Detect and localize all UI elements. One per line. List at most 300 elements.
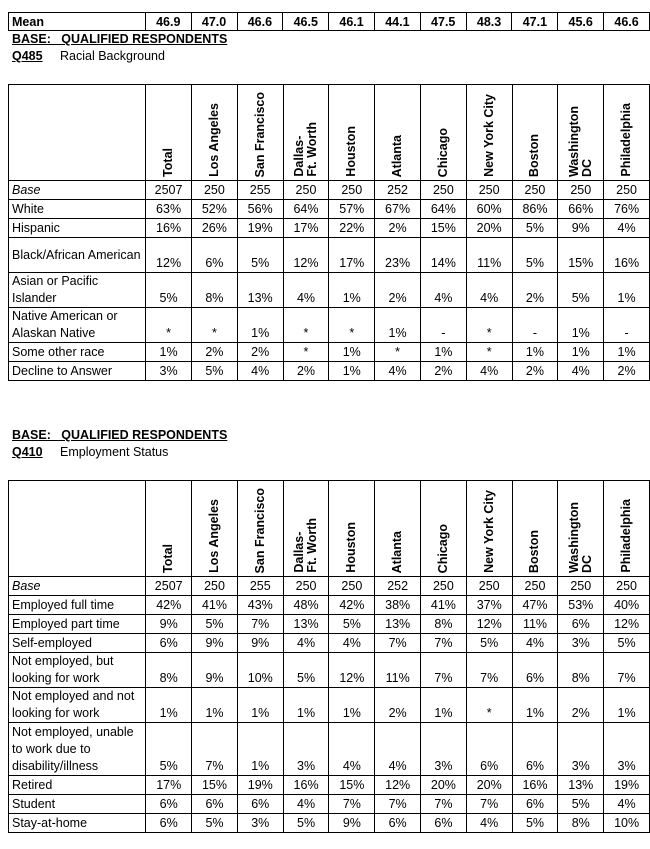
cell-value: 16% [146, 219, 192, 238]
mean-value: 48.3 [466, 13, 512, 31]
cell-value: 1% [421, 688, 467, 723]
cell-value: 2% [237, 343, 283, 362]
cell-value: 1% [237, 308, 283, 343]
table-row [9, 238, 650, 273]
column-header [604, 85, 650, 181]
cell-value: 13% [237, 273, 283, 308]
cell-value: 6% [512, 723, 558, 776]
cell-value: 250 [512, 181, 558, 200]
cell-value: 5% [192, 814, 238, 833]
cell-value: * [329, 308, 375, 343]
table-row [9, 273, 650, 308]
cell-value: 7% [375, 634, 421, 653]
cell-value: 43% [237, 596, 283, 615]
column-header [237, 85, 283, 181]
column-header-label: Philadelphia [619, 103, 634, 177]
cell-value: 6% [191, 238, 237, 273]
employment-status-table [8, 480, 650, 833]
cell-value: 13% [558, 776, 604, 795]
column-header-label: Houston [344, 522, 359, 573]
cell-value: 3% [421, 723, 467, 776]
cell-value: 47% [512, 596, 558, 615]
mean-value: 47.0 [191, 13, 237, 31]
cell-value: 19% [237, 219, 283, 238]
cell-value: 4% [466, 362, 512, 381]
column-header-label: New York City [481, 94, 496, 177]
section1-question [12, 49, 165, 63]
mean-value: 44.1 [374, 13, 420, 31]
cell-value: 6% [146, 795, 192, 814]
table-row [9, 596, 650, 615]
cell-value: - [420, 308, 466, 343]
column-header [192, 481, 238, 577]
cell-value: - [512, 308, 558, 343]
cell-value: 5% [466, 634, 512, 653]
cell-value: 60% [466, 200, 512, 219]
cell-value: 4% [466, 273, 512, 308]
cell-value: 5% [512, 219, 558, 238]
cell-value: 6% [237, 795, 283, 814]
cell-value: 1% [146, 343, 192, 362]
column-header-label: Los Angeles [206, 103, 221, 177]
column-header-label: New York City [481, 490, 496, 573]
cell-value: 41% [421, 596, 467, 615]
cell-value: 1% [329, 688, 375, 723]
cell-value: 7% [421, 634, 467, 653]
cell-value: 6% [512, 653, 558, 688]
column-header [283, 85, 329, 181]
cell-value: 5% [146, 723, 192, 776]
cell-value: 2% [512, 273, 558, 308]
mean-value: 46.9 [145, 13, 191, 31]
cell-value: 9% [237, 634, 283, 653]
table-row [9, 653, 650, 688]
column-header [420, 85, 466, 181]
cell-value: 7% [192, 723, 238, 776]
cell-value: 42% [329, 596, 375, 615]
cell-value: 7% [237, 615, 283, 634]
row-label: Hispanic [9, 219, 146, 238]
table-row [9, 634, 650, 653]
cell-value: 14% [420, 238, 466, 273]
cell-value: 3% [558, 634, 604, 653]
cell-value: 6% [375, 814, 421, 833]
column-header [237, 481, 283, 577]
row-label: Decline to Answer [9, 362, 146, 381]
row-label: Native American or Alaskan Native [9, 308, 146, 343]
cell-value: 250 [283, 577, 329, 596]
section1-q-number: Q485 [12, 49, 43, 63]
cell-value: 10% [237, 653, 283, 688]
row-label: Base [9, 577, 146, 596]
column-header-label: Washington DC [566, 105, 594, 177]
cell-value: 13% [375, 615, 421, 634]
row-label: Stay-at-home [9, 814, 146, 833]
cell-value: 16% [283, 776, 329, 795]
cell-value: 252 [375, 181, 421, 200]
column-header [146, 85, 192, 181]
cell-value: 1% [329, 362, 375, 381]
cell-value: 250 [192, 577, 238, 596]
cell-value: 7% [466, 653, 512, 688]
column-header-row [9, 481, 650, 577]
cell-value: 9% [329, 814, 375, 833]
cell-value: 15% [420, 219, 466, 238]
table-row [9, 308, 650, 343]
cell-value: 11% [375, 653, 421, 688]
cell-value: 250 [329, 181, 375, 200]
cell-value: 9% [146, 615, 192, 634]
cell-value: 6% [466, 723, 512, 776]
cell-value: 250 [512, 577, 558, 596]
row-label: Employed part time [9, 615, 146, 634]
cell-value: 2% [420, 362, 466, 381]
mean-value: 46.6 [604, 13, 650, 31]
cell-value: 255 [237, 577, 283, 596]
row-label: Not employed, unable to work due to disability/illness [9, 723, 146, 776]
row-label: Black/African American [9, 238, 146, 273]
cell-value: 1% [420, 343, 466, 362]
cell-value: 1% [283, 688, 329, 723]
cell-value: 17% [283, 219, 329, 238]
table-row [9, 200, 650, 219]
cell-value: 19% [237, 776, 283, 795]
cell-value: 4% [283, 273, 329, 308]
cell-value: 17% [146, 776, 192, 795]
cell-value: 76% [604, 200, 650, 219]
cell-value: 12% [375, 776, 421, 795]
cell-value: 1% [512, 688, 558, 723]
row-label: Employed full time [9, 596, 146, 615]
cell-value: 17% [329, 238, 375, 273]
cell-value: 2% [191, 343, 237, 362]
cell-value: 12% [146, 238, 192, 273]
cell-value: 1% [512, 343, 558, 362]
column-header-label: Atlanta [390, 134, 405, 177]
cell-value: 3% [558, 723, 604, 776]
cell-value: 16% [604, 238, 650, 273]
column-header-label: Los Angeles [207, 499, 221, 573]
cell-value: 250 [466, 181, 512, 200]
column-header [421, 481, 467, 577]
cell-value: 66% [558, 200, 604, 219]
cell-value: 9% [192, 634, 238, 653]
mean-label: Mean [9, 13, 146, 31]
cell-value: 6% [512, 795, 558, 814]
cell-value: 250 [558, 181, 604, 200]
cell-value: 5% [283, 653, 329, 688]
cell-value: 250 [466, 577, 512, 596]
column-header-label: Boston [527, 133, 542, 177]
cell-value: 6% [558, 615, 604, 634]
cell-value: 2507 [146, 577, 192, 596]
cell-value: 7% [466, 795, 512, 814]
cell-value: 1% [604, 273, 650, 308]
cell-value: 1% [192, 688, 238, 723]
cell-value: 1% [375, 308, 421, 343]
cell-value: 250 [421, 577, 467, 596]
cell-value: 6% [146, 634, 192, 653]
cell-value: 3% [604, 723, 650, 776]
cell-value: * [283, 343, 329, 362]
cell-value: 5% [512, 814, 558, 833]
cell-value: 8% [558, 653, 604, 688]
cell-value: 8% [191, 273, 237, 308]
cell-value: 67% [375, 200, 421, 219]
column-header [283, 481, 329, 577]
table-row [9, 181, 650, 200]
mean-row [9, 13, 650, 31]
row-label: Asian or Pacific Islander [9, 273, 146, 308]
cell-value: 8% [421, 615, 467, 634]
mean-value: 46.1 [329, 13, 375, 31]
cell-value: 41% [192, 596, 238, 615]
header-corner [9, 481, 146, 577]
cell-value: 5% [512, 238, 558, 273]
column-header [329, 85, 375, 181]
cell-value: 53% [558, 596, 604, 615]
cell-value: 57% [329, 200, 375, 219]
column-header [604, 481, 650, 577]
cell-value: 12% [329, 653, 375, 688]
cell-value: 5% [283, 814, 329, 833]
section2-q-number: Q410 [12, 445, 43, 459]
column-header [375, 85, 421, 181]
cell-value: 250 [558, 577, 604, 596]
cell-value: 52% [191, 200, 237, 219]
cell-value: 252 [375, 577, 421, 596]
table-row [9, 615, 650, 634]
cell-value: 7% [421, 653, 467, 688]
cell-value: 19% [604, 776, 650, 795]
table-row [9, 795, 650, 814]
cell-value: 7% [604, 653, 650, 688]
column-header [558, 481, 604, 577]
cell-value: * [466, 688, 512, 723]
cell-value: 38% [375, 596, 421, 615]
cell-value: * [375, 343, 421, 362]
cell-value: 20% [466, 776, 512, 795]
cell-value: 4% [466, 814, 512, 833]
cell-value: 7% [375, 795, 421, 814]
cell-value: 4% [375, 362, 421, 381]
cell-value: 22% [329, 219, 375, 238]
cell-value: 2% [283, 362, 329, 381]
cell-value: * [466, 308, 512, 343]
cell-value: 1% [146, 688, 192, 723]
cell-value: 15% [558, 238, 604, 273]
cell-value: 15% [192, 776, 238, 795]
column-header-label: Boston [527, 529, 542, 573]
section2-base-label: BASE: QUALIFIED RESPONDENTS [12, 428, 228, 442]
mean-value: 47.1 [512, 13, 558, 31]
table-row [9, 814, 650, 833]
column-header-label: Philadelphia [619, 499, 634, 573]
cell-value: 5% [146, 273, 192, 308]
column-header [329, 481, 375, 577]
table-row [9, 688, 650, 723]
cell-value: 63% [146, 200, 192, 219]
cell-value: 5% [192, 615, 238, 634]
racial-background-table [8, 84, 650, 381]
cell-value: 2% [512, 362, 558, 381]
column-header-row [9, 85, 650, 181]
row-label: Not employed, but looking for work [9, 653, 146, 688]
cell-value: 250 [329, 577, 375, 596]
cell-value: 56% [237, 200, 283, 219]
column-header-label: Dallas- Ft. Worth [291, 122, 319, 177]
column-header-label: Washington DC [566, 501, 594, 573]
column-header-label: Atlanta [390, 530, 405, 573]
column-header [375, 481, 421, 577]
cell-value: 5% [558, 273, 604, 308]
column-header-label: San Francisco [252, 91, 267, 177]
cell-value: 4% [329, 723, 375, 776]
cell-value: 5% [604, 634, 650, 653]
cell-value: 1% [604, 343, 650, 362]
mean-value: 47.5 [420, 13, 466, 31]
cell-value: 1% [237, 723, 283, 776]
cell-value: 250 [283, 181, 329, 200]
cell-value: 2507 [146, 181, 192, 200]
section2-q-title: Employment Status [60, 445, 169, 459]
row-label: Self-employed [9, 634, 146, 653]
section2-question [12, 445, 168, 459]
table-row [9, 723, 650, 776]
cell-value: 6% [192, 795, 238, 814]
cell-value: 7% [329, 795, 375, 814]
cell-value: 20% [421, 776, 467, 795]
row-label: Not employed and not looking for work [9, 688, 146, 723]
table-row [9, 343, 650, 362]
cell-value: 6% [146, 814, 192, 833]
mean-table [8, 12, 650, 31]
column-header-label: Chicago [435, 523, 450, 573]
column-header-label: Total [161, 148, 176, 177]
cell-value: 12% [283, 238, 329, 273]
section1-base-label: BASE: QUALIFIED RESPONDENTS [12, 32, 228, 46]
mean-value: 46.6 [237, 13, 283, 31]
cell-value: 1% [558, 308, 604, 343]
mean-value: 46.5 [283, 13, 329, 31]
cell-value: 86% [512, 200, 558, 219]
cell-value: 255 [237, 181, 283, 200]
cell-value: 250 [604, 577, 650, 596]
cell-value: 4% [375, 723, 421, 776]
cell-value: 250 [420, 181, 466, 200]
column-header-label: Chicago [435, 127, 450, 177]
cell-value: 4% [237, 362, 283, 381]
mean-value: 45.6 [558, 13, 604, 31]
cell-value: 1% [558, 343, 604, 362]
column-header [466, 85, 512, 181]
cell-value: 8% [558, 814, 604, 833]
row-label: White [9, 200, 146, 219]
cell-value: 4% [420, 273, 466, 308]
column-header [512, 481, 558, 577]
cell-value: 7% [421, 795, 467, 814]
cell-value: 42% [146, 596, 192, 615]
cell-value: 1% [329, 343, 375, 362]
table-row [9, 219, 650, 238]
row-label: Base [9, 181, 146, 200]
cell-value: 5% [329, 615, 375, 634]
cell-value: 12% [466, 615, 512, 634]
cell-value: * [191, 308, 237, 343]
column-header-label: Dallas- Ft. Worth [292, 518, 320, 573]
column-header-label: San Francisco [252, 487, 267, 573]
cell-value: 37% [466, 596, 512, 615]
cell-value: 5% [237, 238, 283, 273]
column-header [146, 481, 192, 577]
cell-value: 13% [283, 615, 329, 634]
cell-value: 250 [191, 181, 237, 200]
table-row [9, 776, 650, 795]
cell-value: 1% [237, 688, 283, 723]
cell-value: 6% [421, 814, 467, 833]
column-header [466, 481, 512, 577]
cell-value: 64% [283, 200, 329, 219]
cell-value: 40% [604, 596, 650, 615]
cell-value: 4% [329, 634, 375, 653]
cell-value: 20% [466, 219, 512, 238]
column-header-label: Houston [344, 126, 359, 177]
cell-value: 250 [604, 181, 650, 200]
cell-value: 12% [604, 615, 650, 634]
table-row [9, 577, 650, 596]
cell-value: 5% [558, 795, 604, 814]
cell-value: 3% [283, 723, 329, 776]
cell-value: 11% [466, 238, 512, 273]
row-label: Some other race [9, 343, 146, 362]
cell-value: 2% [375, 688, 421, 723]
cell-value: 4% [512, 634, 558, 653]
cell-value: 23% [375, 238, 421, 273]
cell-value: 48% [283, 596, 329, 615]
column-header [512, 85, 558, 181]
cell-value: 1% [604, 688, 650, 723]
column-header [558, 85, 604, 181]
cell-value: 4% [558, 362, 604, 381]
cell-value: 2% [375, 273, 421, 308]
cell-value: 2% [604, 362, 650, 381]
column-header [191, 85, 237, 181]
cell-value: 3% [237, 814, 283, 833]
cell-value: 4% [283, 634, 329, 653]
cell-value: 9% [558, 219, 604, 238]
cell-value: 64% [420, 200, 466, 219]
column-header-label: Total [161, 544, 176, 573]
cell-value: 8% [146, 653, 192, 688]
cell-value: 4% [604, 219, 650, 238]
cell-value: 26% [191, 219, 237, 238]
table-row [9, 362, 650, 381]
cell-value: 5% [191, 362, 237, 381]
cell-value: 3% [146, 362, 192, 381]
section1-q-title: Racial Background [60, 49, 165, 63]
cell-value: 15% [329, 776, 375, 795]
header-corner [9, 85, 146, 181]
cell-value: * [146, 308, 192, 343]
cell-value: 16% [512, 776, 558, 795]
row-label: Student [9, 795, 146, 814]
cell-value: 4% [604, 795, 650, 814]
cell-value: * [283, 308, 329, 343]
cell-value: - [604, 308, 650, 343]
cell-value: 10% [604, 814, 650, 833]
cell-value: 2% [375, 219, 421, 238]
cell-value: 2% [558, 688, 604, 723]
